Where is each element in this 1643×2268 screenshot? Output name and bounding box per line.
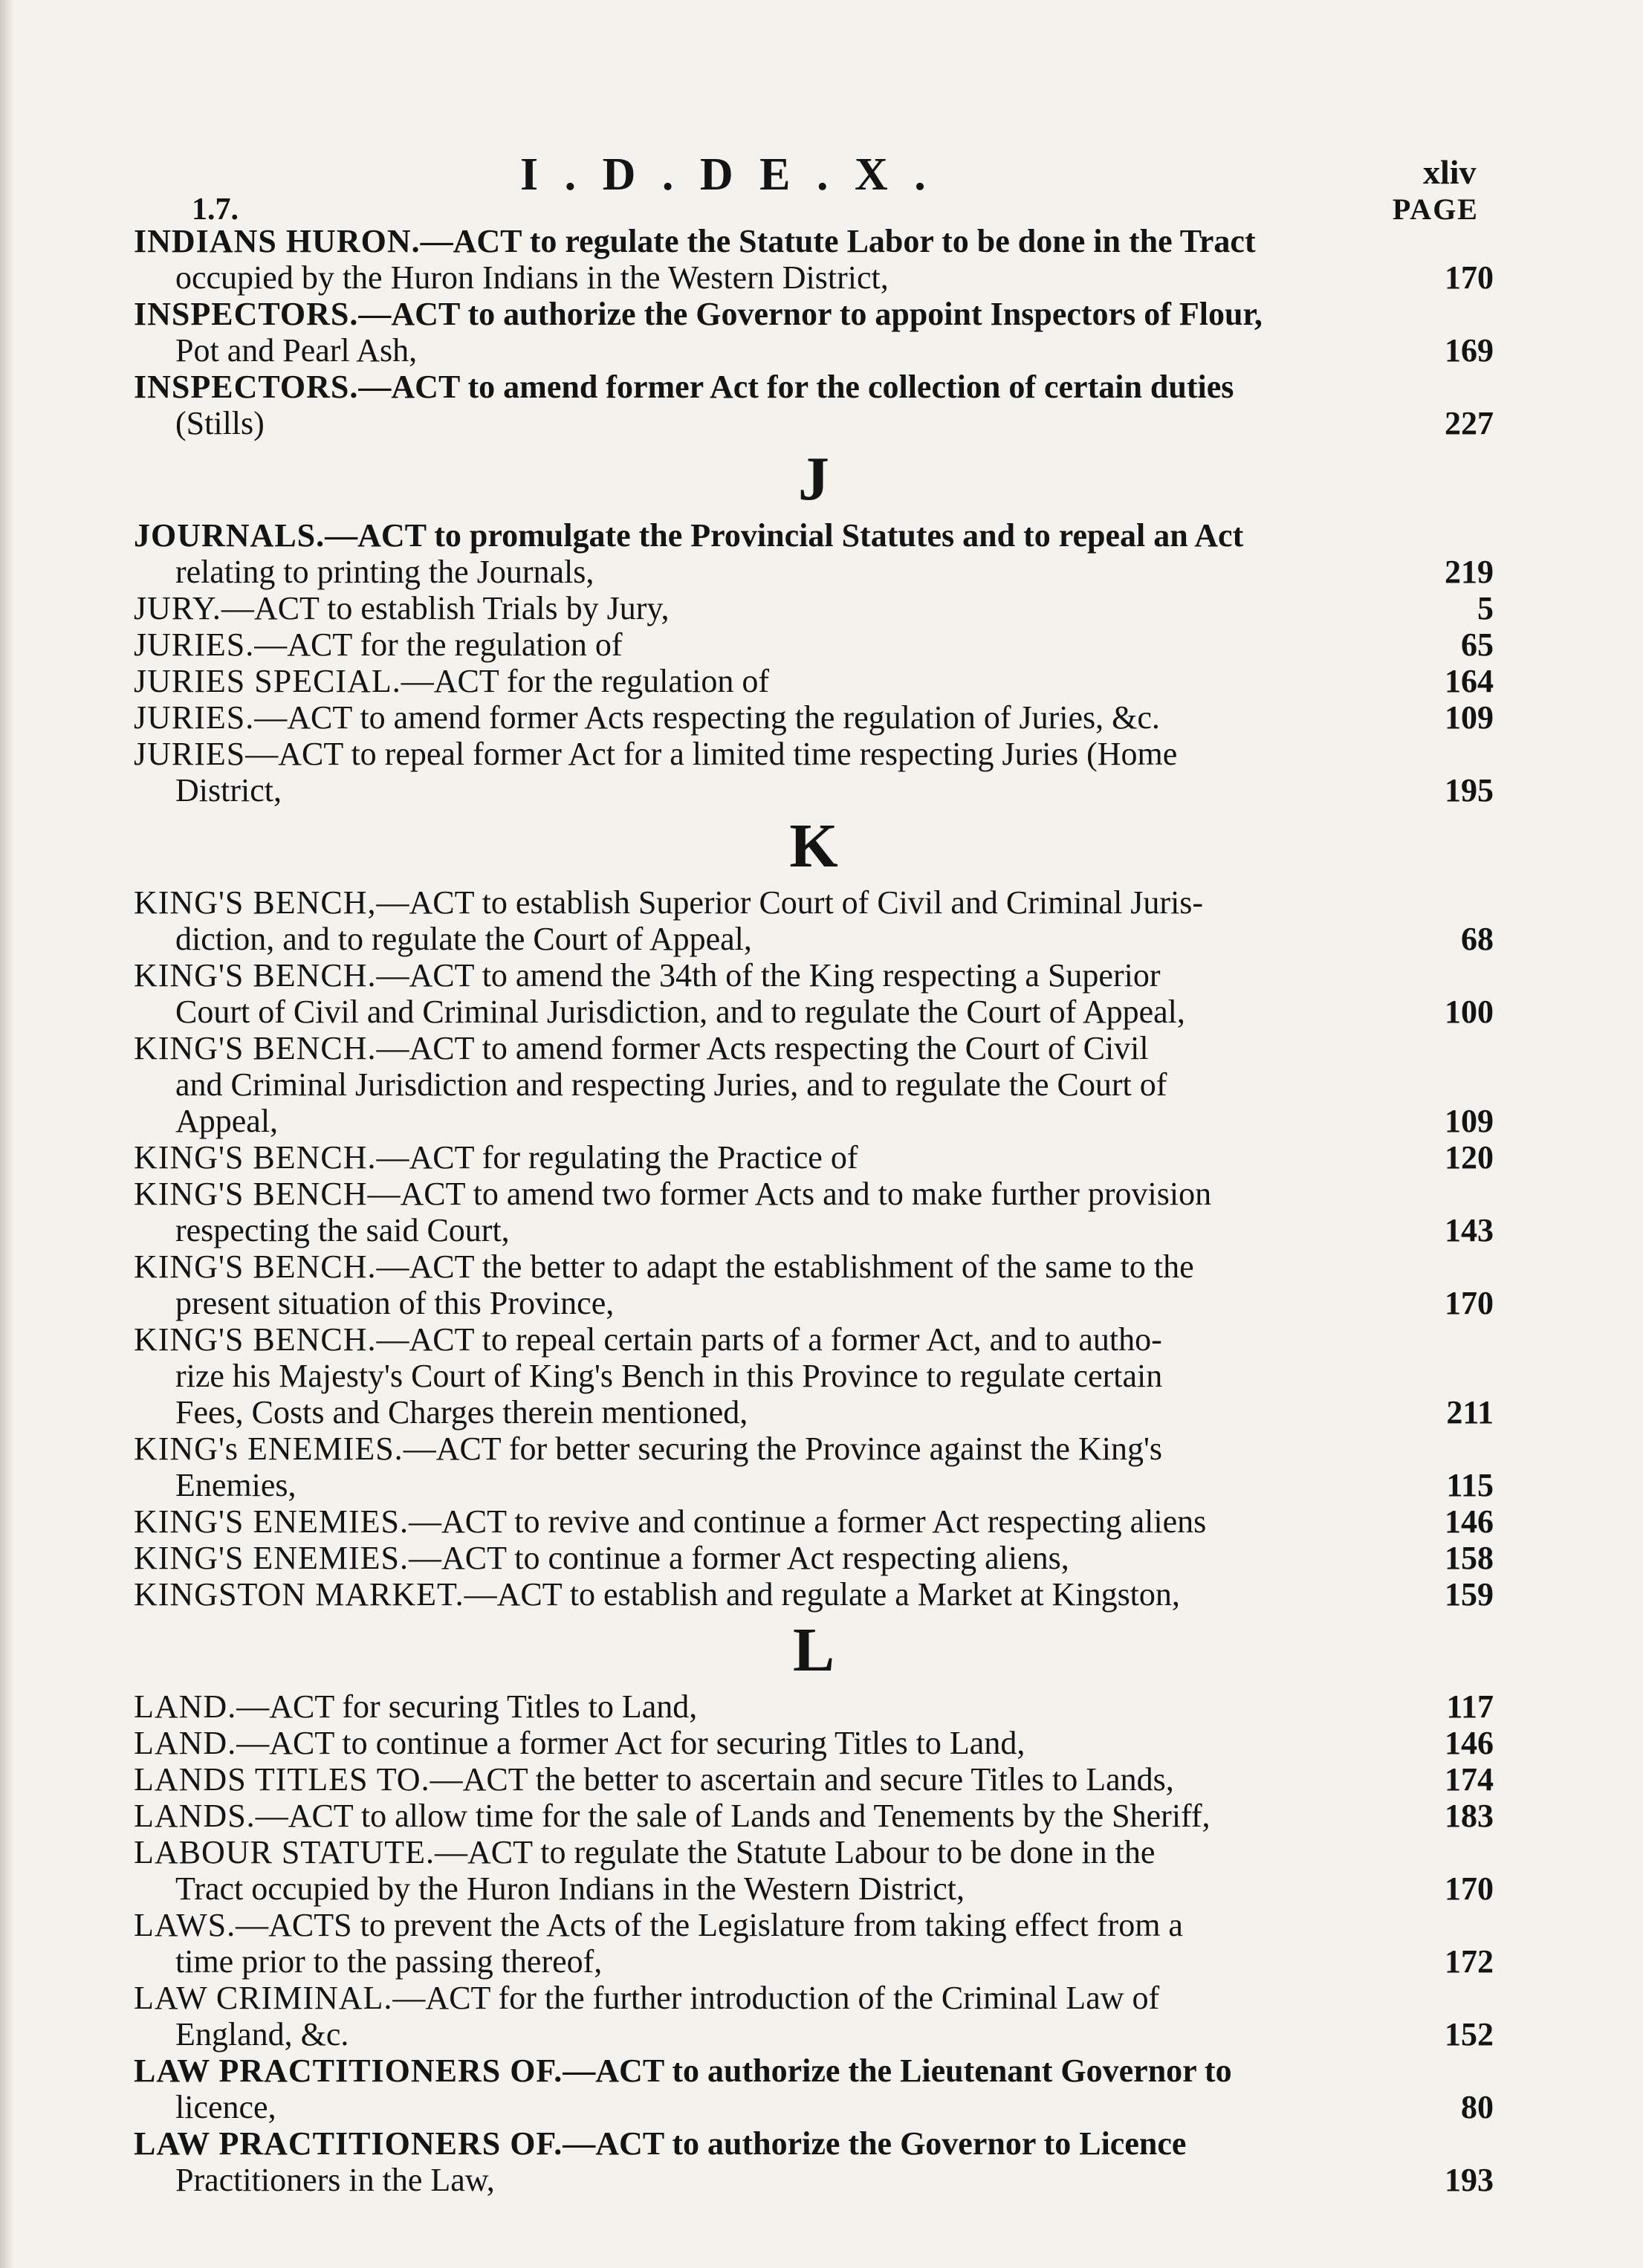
- page-edge-shadow: [0, 0, 13, 2268]
- index-entry: LAW PRACTITIONERS OF.—ACT to authorize the Governor to Licence Practitioners in the Law, 193: [134, 2125, 1494, 2198]
- index-entry: JURIES SPECIAL.—ACT for the regulation of 164: [134, 663, 1494, 699]
- page-number: 117: [1446, 1688, 1494, 1725]
- index-entry: KING'S ENEMIES.—ACT to revive and continue a former Act respecting aliens 146: [134, 1503, 1494, 1540]
- index-entry: KING'S BENCH.—ACT to amend the 34th of the King respecting a Superior Court of Civil and Criminal Jurisdiction, and to regulate the Court of Appeal, 100: [134, 957, 1494, 1030]
- index-entry: JOURNALS.—ACT to promulgate the Provincial Statutes and to repeal an Act relating to printing the Journals, 219: [134, 517, 1494, 590]
- index-entry: LAW PRACTITIONERS OF.—ACT to authorize the Lieutenant Governor to licence, 80: [134, 2052, 1494, 2125]
- page-number: 170: [1445, 1285, 1494, 1321]
- page-number: 170: [1445, 259, 1494, 296]
- section-letter-j: J: [798, 444, 829, 513]
- page-number: 120: [1445, 1139, 1494, 1176]
- page-number: 5: [1477, 590, 1494, 626]
- page-number: 164: [1445, 663, 1494, 699]
- page-number: 158: [1445, 1540, 1494, 1576]
- page-number: 109: [1445, 1103, 1494, 1139]
- index-entry: LANDS.—ACT to allow time for the sale of Lands and Tenements by the Sheriff, 183: [134, 1798, 1494, 1834]
- index-entry: INSPECTORS.—ACT to amend former Act for the collection of certain duties (Stills) 227: [134, 369, 1494, 441]
- index-entry: LANDS TITLES TO.—ACT the better to ascertain and secure Titles to Lands, 174: [134, 1761, 1494, 1798]
- page-number: 227: [1445, 405, 1494, 441]
- page-number: 80: [1461, 2089, 1494, 2125]
- page-number: 115: [1446, 1467, 1494, 1503]
- page-column-label: PAGE: [1392, 192, 1479, 226]
- folio: xliv: [1423, 153, 1477, 191]
- page-number: 174: [1445, 1761, 1494, 1798]
- page-number: 146: [1445, 1503, 1494, 1540]
- index-entry: KING'S ENEMIES.—ACT to continue a former Act respecting aliens, 158: [134, 1540, 1494, 1576]
- page-number: 143: [1445, 1212, 1494, 1248]
- index-entry: KING'S BENCH,—ACT to establish Superior Court of Civil and Criminal Juris- diction, and to regulate the Court of Appeal, 68: [134, 884, 1494, 957]
- index-entry: LAWS.—ACTS to prevent the Acts of the Legislature from taking effect from a time prior to the passing thereof, 172: [134, 1907, 1494, 1980]
- page-number: 172: [1445, 1943, 1494, 1980]
- page-number: 170: [1445, 1870, 1494, 1907]
- index-entry: KING'S BENCH.—ACT for regulating the Practice of 120: [134, 1139, 1494, 1176]
- index-entry: JURIES.—ACT to amend former Acts respecting the regulation of Juries, &c. 109: [134, 699, 1494, 736]
- section-letter-k: K: [789, 811, 838, 881]
- index-entry: JURIES.—ACT for the regulation of 65: [134, 626, 1494, 663]
- index-entry: INSPECTORS.—ACT to authorize the Governor to appoint Inspectors of Flour, Pot and Pearl Ash, 169: [134, 296, 1494, 369]
- index-entry: KING'S BENCH.—ACT the better to adapt the establishment of the same to the present situation of this Province, 170: [134, 1248, 1494, 1321]
- index-entry: KINGSTON MARKET.—ACT to establish and regulate a Market at Kingston, 159: [134, 1576, 1494, 1613]
- page-number: 68: [1461, 921, 1494, 957]
- index-entry: JURY.—ACT to establish Trials by Jury, 5: [134, 590, 1494, 626]
- index-entry: KING'S BENCH.—ACT to amend former Acts respecting the Court of Civil and Criminal Jurisdiction and respecting Juries, and to regulate the Court of Appeal, 109: [134, 1030, 1494, 1139]
- index-entry: KING's ENEMIES.—ACT for better securing the Province against the King's Enemies, 115: [134, 1431, 1494, 1503]
- page-number: 193: [1445, 2162, 1494, 2198]
- index-entry: LAND.—ACT for securing Titles to Land, 117: [134, 1688, 1494, 1725]
- page-number: 65: [1461, 626, 1494, 663]
- index-entry: LAW CRIMINAL.—ACT for the further introduction of the Criminal Law of England, &c. 152: [134, 1980, 1494, 2052]
- page-number: 109: [1445, 699, 1494, 736]
- page-number: 152: [1445, 2016, 1494, 2052]
- page-number: 183: [1445, 1798, 1494, 1834]
- corner-mark: 1.7.: [192, 192, 239, 227]
- page-number: 211: [1446, 1394, 1494, 1431]
- index-content: [134, 223, 1494, 2198]
- page-number: 146: [1445, 1725, 1494, 1761]
- index-entry: LAND.—ACT to continue a former Act for securing Titles to Land, 146: [134, 1725, 1494, 1761]
- index-entry: LABOUR STATUTE.—ACT to regulate the Statute Labour to be done in the Tract occupied by the Huron Indians in the Western District, 170: [134, 1834, 1494, 1907]
- index-entry: KING'S BENCH—ACT to amend two former Acts and to make further provision respecting the said Court, 143: [134, 1176, 1494, 1248]
- page-number: 159: [1445, 1576, 1494, 1613]
- index-entry: INDIANS HURON.—ACT to regulate the Statute Labor to be done in the Tract occupied by the Huron Indians in the Western District, 170: [134, 223, 1494, 296]
- page-number: 100: [1445, 994, 1494, 1030]
- index-entry: KING'S BENCH.—ACT to repeal certain parts of a former Act, and to autho- rize his Majesty's Court of King's Bench in this Province to regulate certain Fees, Costs and Charges therein mentioned, 211: [134, 1321, 1494, 1431]
- running-head: I . D . D E . X .: [520, 149, 933, 200]
- index-entry: JURIES—ACT to repeal former Act for a limited time respecting Juries (Home District, 195: [134, 736, 1494, 809]
- page-number: 169: [1445, 332, 1494, 369]
- page-number: 219: [1445, 554, 1494, 590]
- section-letter-l: L: [792, 1616, 835, 1685]
- page-number: 195: [1445, 772, 1494, 809]
